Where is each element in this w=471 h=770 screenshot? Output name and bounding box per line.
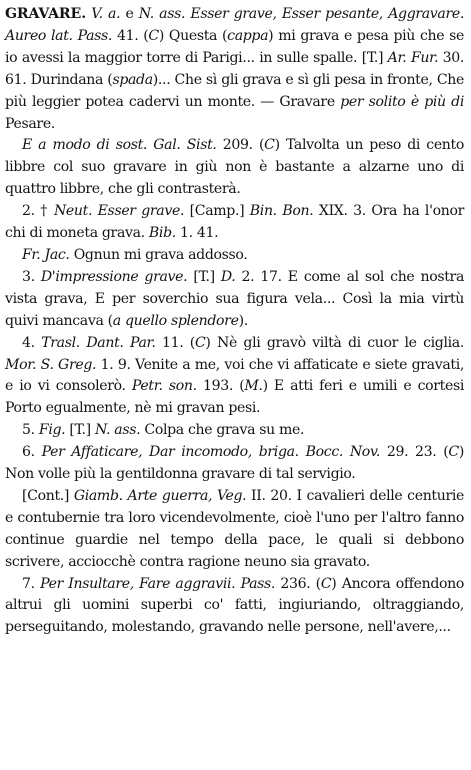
text-segment: 41. (: [112, 27, 149, 44]
text-segment: ).: [238, 312, 248, 329]
text-segment: 209. (: [216, 137, 265, 154]
text-segment: 4.: [22, 334, 42, 351]
italic-segment: Neut. Esser grave.: [53, 203, 185, 220]
text-segment: ) mi grava e pesa più che se io avessi la maggior torre di Parigi... in sulle spalle. [T.]: [5, 27, 464, 66]
italic-segment: V. a.: [91, 6, 121, 22]
entry-paragraph: [5, 201, 464, 245]
italic-segment: C: [148, 27, 159, 44]
text-segment: ) E atti feri e umili e cortesi Porto egualmente, nè mi gravan pesi.: [5, 378, 465, 417]
italic-segment: C: [320, 575, 332, 592]
italic-segment: C: [448, 444, 459, 461]
italic-segment: Bin. Bon.: [249, 203, 314, 220]
headword: GRAVARE.: [5, 6, 86, 22]
text-segment: XIX. 3. Ora ha l'onor chi di moneta grava.: [5, 203, 464, 242]
entry-paragraph: [5, 267, 464, 333]
entry-paragraph: [5, 333, 464, 421]
text-segment: 29. 23. (: [380, 444, 449, 461]
text-segment: 1. 41.: [175, 225, 219, 242]
text-segment: 2. †: [22, 203, 54, 220]
text-segment: Colpa che grava su me.: [140, 422, 305, 439]
italic-segment: N. ass. Esser grave, Esser pesante, Aggravare. Aureo lat. Pass.: [5, 6, 464, 44]
text-segment: ) Questa (: [158, 27, 228, 44]
text-segment: 11. (: [155, 334, 195, 351]
italic-segment: Mor. S. Greg.: [5, 356, 97, 373]
text-segment: 236. (: [275, 575, 321, 592]
text-segment: ) Ancora offendono altrui gli uomini superbi co' fatti, ingiuriando, oltraggiando, perseguitando, molestando, gravando nelle persone, nell'avere,...: [5, 575, 464, 636]
text-segment: ) Non volle più la gentildonna gravare di tal servigio.: [5, 444, 464, 483]
entry-paragraph: [5, 420, 464, 442]
italic-segment: M.: [244, 378, 263, 395]
entry-paragraph: [5, 135, 464, 201]
italic-segment: Per Affaticare, Dar incomodo, briga. Bocc. Nov.: [41, 444, 381, 461]
text-segment: )... Che sì gli grava e sì gli pesa in fronte, Che più leggier potea cadervi un monte. — Gravare: [5, 71, 464, 110]
text-segment: 2. 17. E come al sol che nostra vista grava, E per soverchio sua figura vela... Così la mia virtù quivi mancava (: [5, 268, 464, 329]
italic-segment: Per Insultare, Fare aggravii. Pass.: [40, 575, 276, 592]
text-segment: [T.]: [65, 422, 95, 439]
text-segment: 3.: [22, 268, 41, 285]
italic-segment: Giamb. Arte guerra, Veg.: [73, 487, 247, 504]
text-segment: [T.]: [187, 268, 221, 285]
text-segment: ) Nè gli gravò viltà di cuor le ciglia.: [205, 334, 464, 351]
italic-segment: Fig.: [38, 422, 66, 439]
text-segment: 30. 61. Durindana (: [5, 49, 464, 88]
dictionary-entry-gravare: [5, 4, 464, 639]
entry-paragraph: [5, 574, 464, 640]
italic-segment: Bib.: [148, 225, 176, 242]
italic-segment: Ar. Fur.: [387, 49, 439, 66]
entry-paragraph: [5, 486, 464, 574]
italic-segment: per solito è più di: [340, 93, 464, 110]
italic-segment: Petr. son.: [131, 378, 197, 395]
text-segment: ) Talvolta un peso di cento libbre col suo gravare in giù non è bastante a alzarne uno di quattro libbre, che gli contrasterà.: [5, 137, 464, 198]
text-segment: [Camp.]: [184, 203, 250, 220]
text-segment: Pesare.: [5, 115, 55, 132]
text-segment: 5.: [22, 422, 39, 439]
text-segment: 193. (: [196, 378, 245, 395]
entry-paragraph: [5, 245, 464, 267]
italic-segment: D'impressione grave.: [40, 268, 188, 285]
italic-segment: Fr. Jac.: [22, 246, 70, 263]
italic-segment: a quello splendore: [112, 312, 239, 329]
italic-segment: E a modo di sost. Gal. Sist.: [22, 137, 217, 154]
italic-segment: Trasl. Dant. Par.: [41, 334, 156, 351]
italic-segment: D.: [220, 268, 236, 285]
text-segment: Ognun mi grava addosso.: [69, 246, 248, 263]
text-segment: 6.: [22, 444, 42, 461]
italic-segment: C: [194, 334, 206, 351]
text-segment: [Cont.]: [22, 487, 74, 504]
text-segment: II. 20. I cavalieri delle centurie e contubernie tra loro vicendevolmente, cioè l'uno per l'altro fanno continue guardie nel tempo della pace, le quali si debbono scrivere, acciocchè contra ragione neuno sia gravato.: [5, 487, 464, 570]
italic-segment: N. ass.: [94, 422, 141, 439]
text-segment: e: [120, 6, 139, 22]
italic-segment: cappa: [227, 27, 269, 44]
entry-paragraph: [5, 442, 464, 486]
text-segment: 1. 9. Venite a me, voi che vi affaticate e siete gravati, e io vi consolerò.: [5, 356, 464, 395]
entry-paragraph: [5, 4, 464, 135]
italic-segment: C: [264, 137, 275, 154]
italic-segment: spada: [112, 71, 153, 88]
text-segment: 7.: [22, 575, 41, 592]
